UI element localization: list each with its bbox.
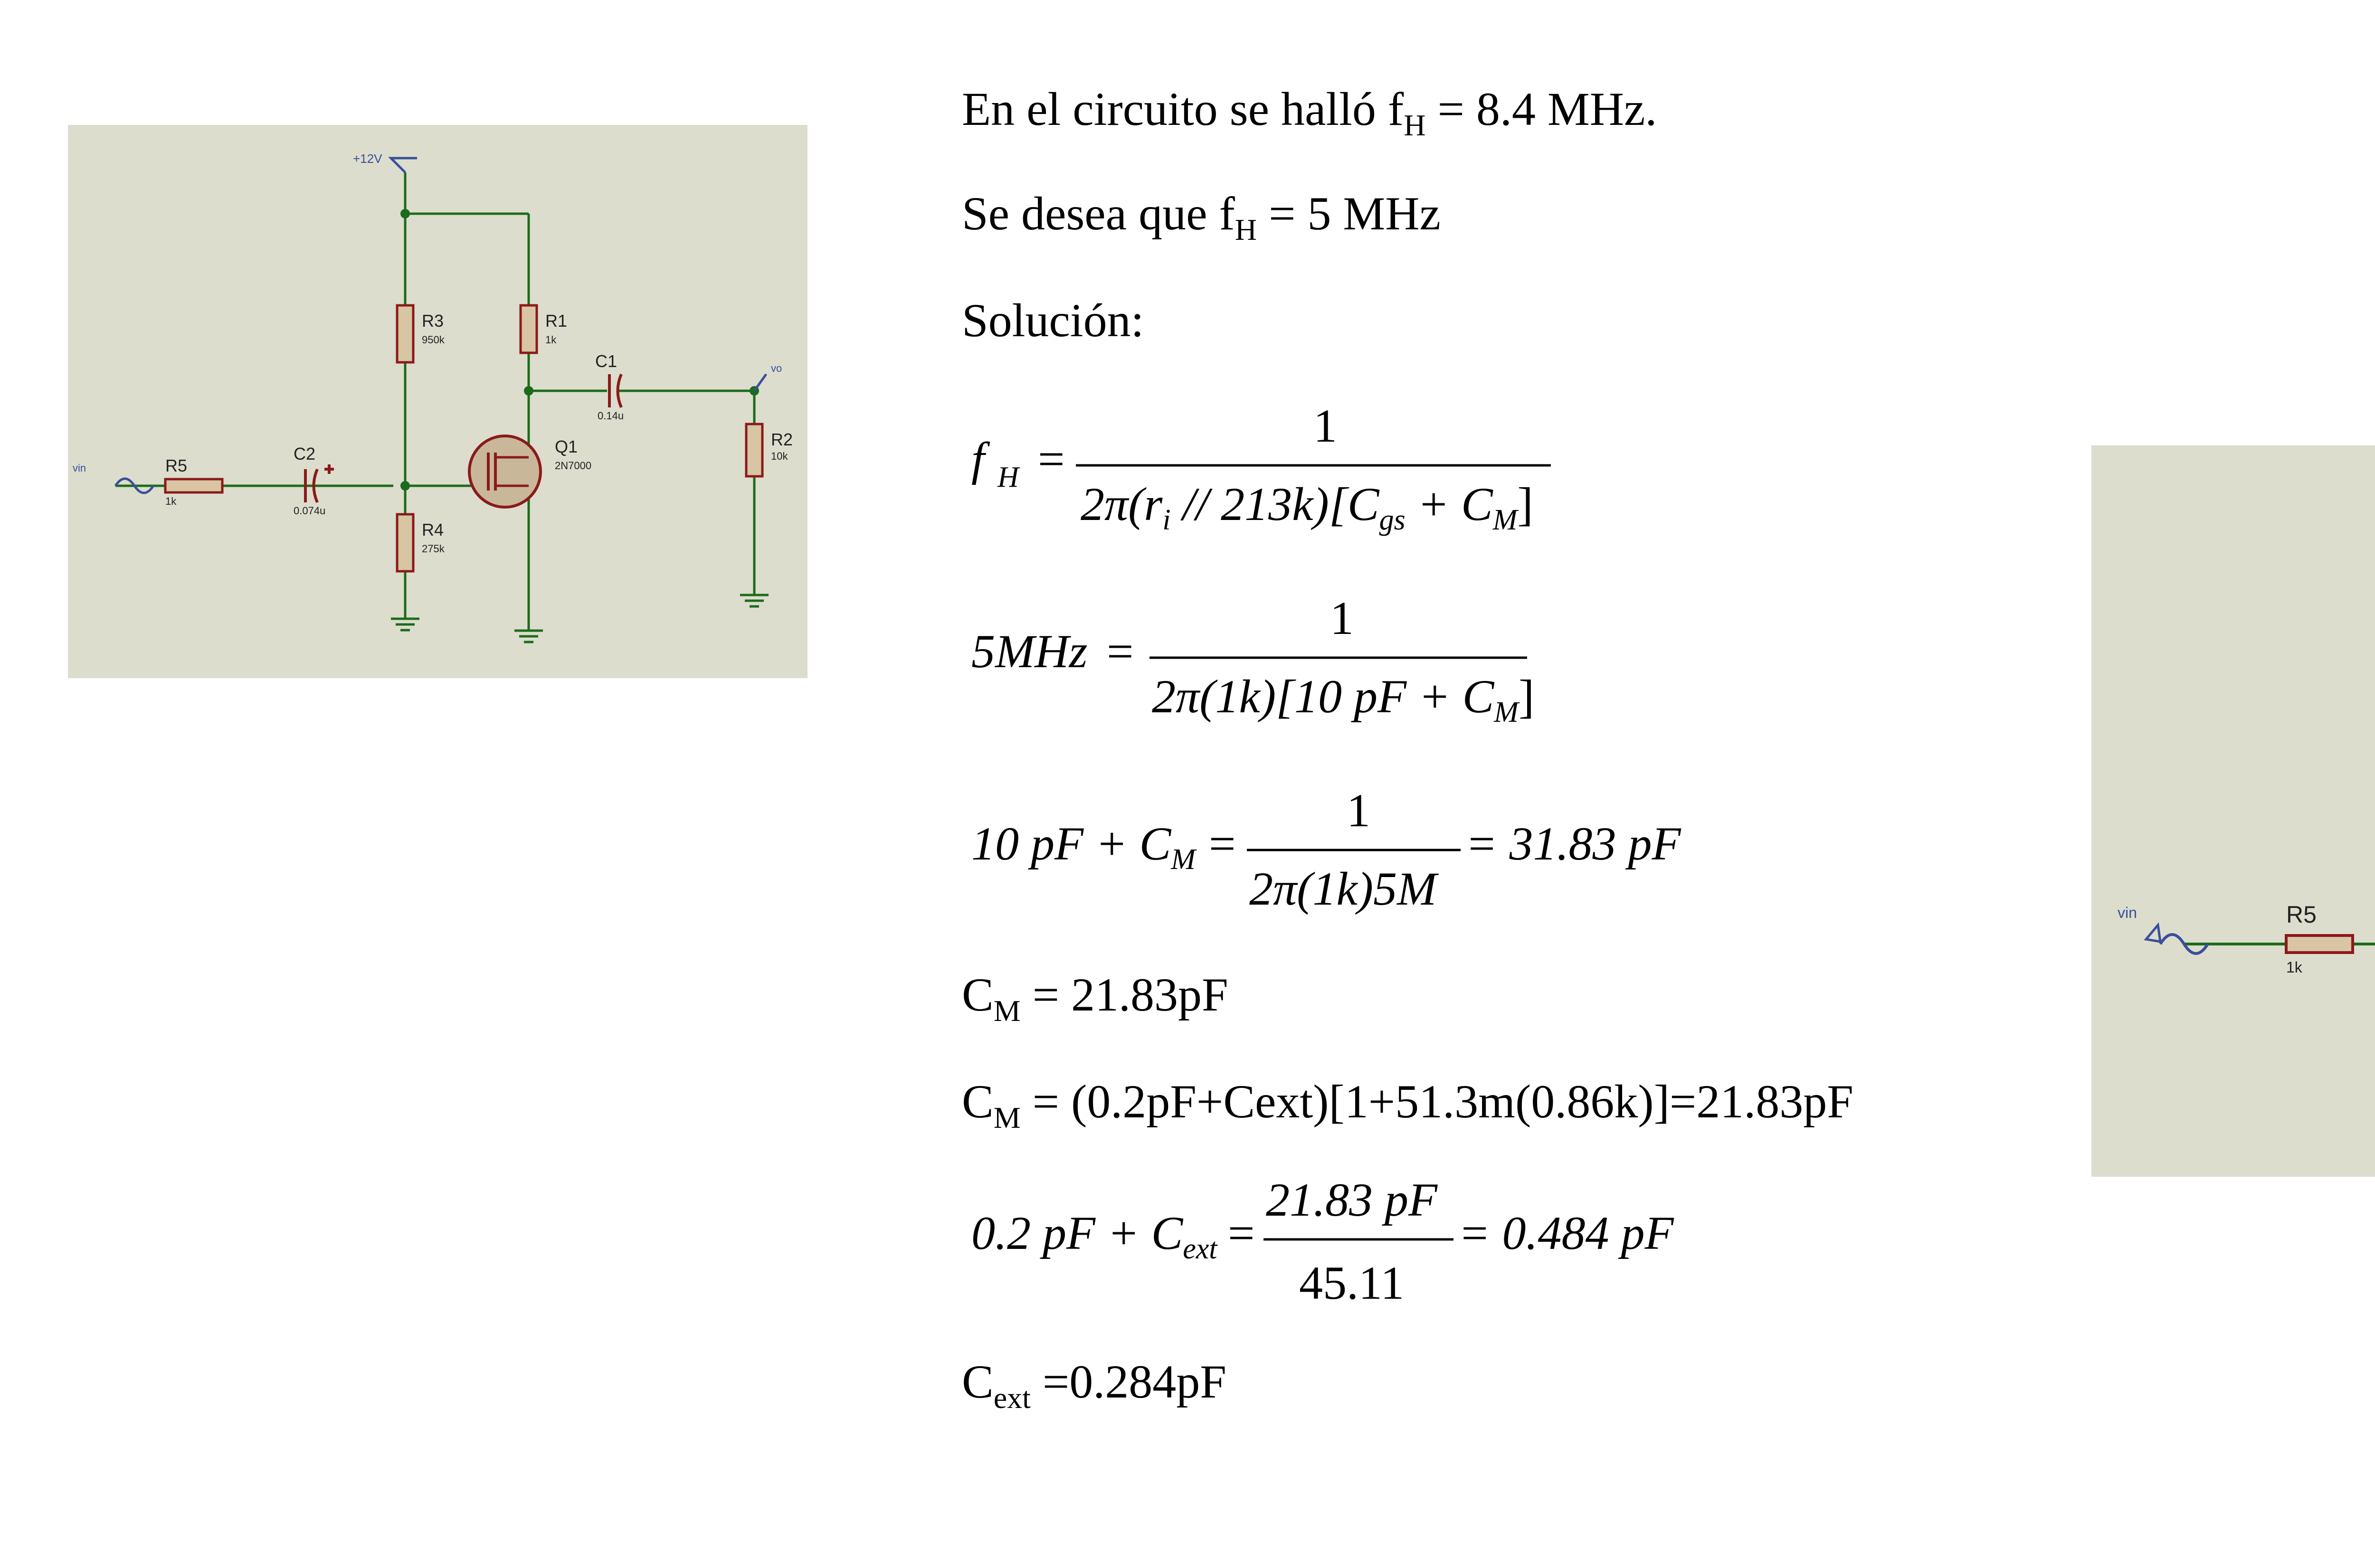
left-q1 [469,436,541,507]
right-r5-value: 1k [2286,959,2302,976]
cm-value-c: C [962,968,994,1021]
left-vo-terminal-icon [754,374,766,391]
right-r5-body [2286,935,2353,953]
left-q1-part: 2N7000 [555,460,592,472]
left-grounds [391,595,769,642]
cext-result-line [962,1355,1226,1415]
left-c1-value: 0.14u [598,410,624,422]
left-q1-label: Q1 [555,437,578,456]
f1-lhs-sub: H [998,461,1019,493]
f4-denominator: 45.11 [1299,1256,1405,1309]
cm-value-text: = 21.83pF [1020,968,1228,1021]
left-r5-value: 1k [165,495,177,507]
f2-lhs: 5MHz [971,625,1088,678]
f2-denominator: 2π(1k)[10 pF + $C_M$] [1152,670,1535,728]
f1-denominator: $2\pi(r_i // 213k)[C_{gs} + C_M]$ [1081,478,1533,536]
left-r4-value: 275k [422,543,445,555]
solution-panel [962,0,2054,1568]
left-c2 [305,464,334,502]
schematic-left [68,125,808,678]
left-r1-body [521,305,537,353]
given-fh-sub: H [1404,108,1426,142]
f3-denominator: 2π(1k)5M [1249,862,1437,915]
left-junctions [400,209,759,491]
left-supply-arrow-icon [391,158,417,172]
left-r3-value: 950k [422,334,445,346]
target-fh-text: Se desea que f [962,187,1235,240]
given-fh-line [962,85,1657,141]
f1-lhs: f [971,433,985,485]
f4-lhs: 0.2 pF + $C_{ext}$ [971,1207,1217,1265]
left-r3-label: R3 [422,311,444,331]
f1-eq: = [1038,433,1065,485]
target-fh-line [962,187,1441,246]
left-vin-label: vin [73,462,86,474]
f2-eq: = [1107,625,1134,678]
left-r5-label: R5 [165,456,188,475]
formula-cm-sum [962,779,2054,931]
right-vin-terminal-icon [2146,925,2160,942]
left-supply-label: +12V [353,151,382,166]
solution-heading: Solución: [962,294,1144,347]
right-r5-label: R5 [2286,901,2317,928]
left-r4-body [397,514,413,571]
cm-expr-text: = (0.2pF+Cext)[1+51.3m(0.86k)]=21.83pF [1020,1075,1853,1128]
schematic-left-svg [68,125,808,678]
left-c2-label: C2 [294,444,316,463]
formula-cext [962,1168,2054,1325]
left-c2-value: 0.074u [294,505,326,517]
cm-value-sub: M [993,994,1021,1028]
given-fh-value: = 8.4 MHz. [1425,83,1657,135]
f4-eq: = [1228,1207,1255,1259]
left-r3-body [397,305,413,362]
f3-lhs: 10 pF + $C_M$ [971,817,1196,876]
cm-expression-line [962,1075,1853,1134]
target-fh-value: = 5 MHz [1256,187,1441,240]
left-r1-label: R1 [545,311,568,331]
right-wires [2184,531,2375,1139]
schematic-right [2091,445,2375,1177]
f3-eq: = [1209,817,1236,870]
cm-expr-c: C [962,1075,994,1128]
right-vin-label: vin [2118,904,2137,921]
f4-result: = 0.484 pF [1458,1207,1674,1259]
left-vo-label: vo [771,362,782,374]
left-wires [115,172,754,631]
f4-numerator: 21.83 pF [1266,1173,1438,1226]
cm-expr-sub: M [993,1101,1021,1134]
left-r2-label: R2 [771,430,793,449]
cm-value-line [962,968,1228,1028]
f2-numerator: 1 [1330,592,1354,644]
f3-numerator: 1 [1347,784,1370,837]
formula-fh [962,394,2054,551]
formula-5mhz [962,586,2054,738]
left-r2-value: 10k [771,450,788,462]
left-r4-label: R4 [422,520,444,539]
left-r5-body [165,479,222,492]
cext-c: C [962,1355,994,1408]
f3-result: = 31.83 pF [1465,817,1681,870]
left-c1-label: C1 [595,351,618,371]
target-fh-sub: H [1235,213,1257,246]
left-r2-body [746,424,762,476]
given-fh-text: En el circuito se halló f [962,83,1404,135]
schematic-right-svg [2091,445,2375,1177]
cext-value: =0.284pF [1030,1355,1226,1408]
left-r1-value: 1k [545,334,557,346]
f1-numerator: 1 [1313,399,1337,452]
cext-sub: ext [993,1381,1031,1415]
